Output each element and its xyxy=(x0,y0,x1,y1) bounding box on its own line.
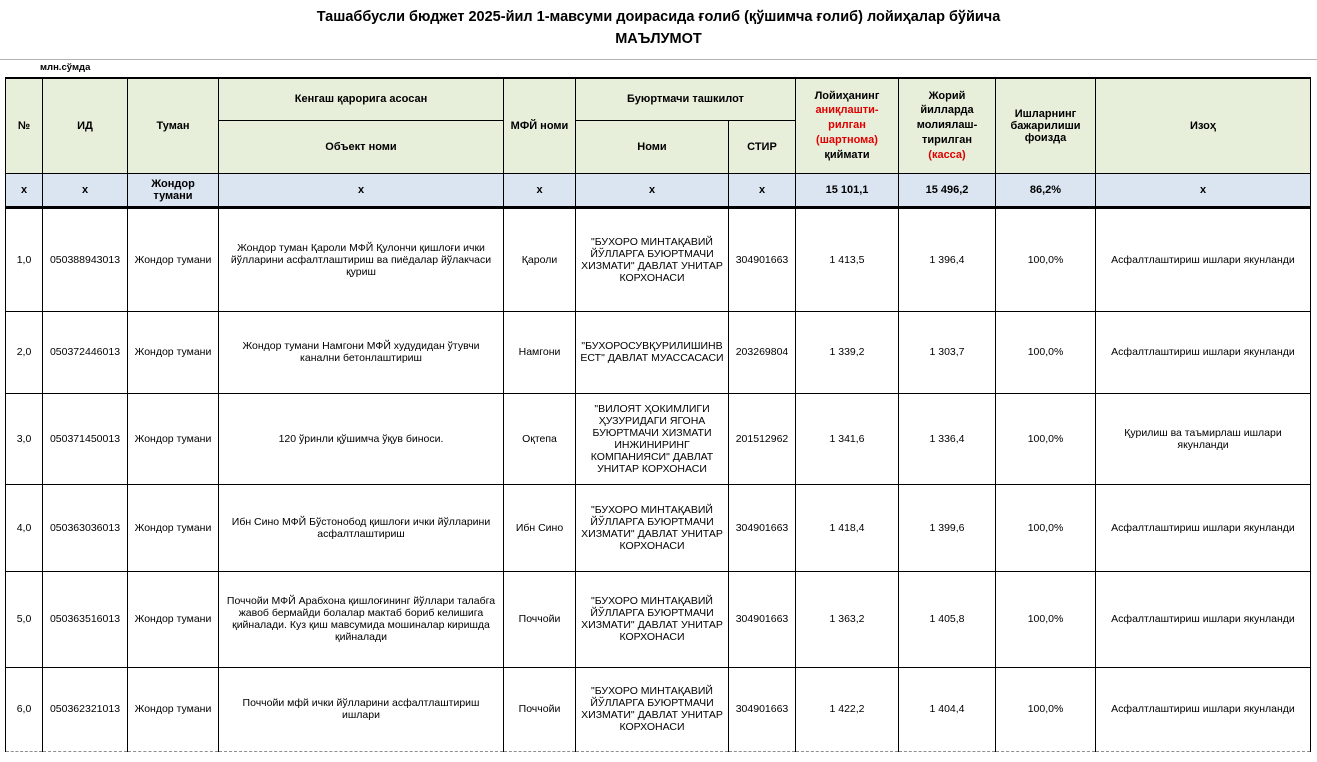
financed-label-red: (касса) xyxy=(928,149,966,162)
cell-object: Поччойи МФЙ Арабхона қишлоғининг йўллари талабга жавоб бермайди болалар мактаб бориб келишига қийналади. Куз қиш мавсумида мошиналар киришда қийналади xyxy=(219,571,504,667)
cell-note: Асфалтлаштириш ишлари якунланди xyxy=(1096,571,1311,667)
cell-stir: 304901663 xyxy=(729,207,796,311)
cell-mfy: Поччойи xyxy=(504,571,576,667)
summary-note: x xyxy=(1096,173,1311,207)
column-header-percent: Ишларнинг бажарилиши фоизда xyxy=(996,78,1096,173)
cell-district: Жондор тумани xyxy=(128,311,219,393)
cell-value: 1 422,2 xyxy=(796,667,899,751)
cell-financed: 1 303,7 xyxy=(899,311,996,393)
cell-note: Асфалтлаштириш ишлари якунланди xyxy=(1096,667,1311,751)
summary-mfy: x xyxy=(504,173,576,207)
column-header-id: ИД xyxy=(43,78,128,173)
column-header-stir: СТИР xyxy=(729,120,796,173)
summary-financed: 15 496,2 xyxy=(899,173,996,207)
cell-mfy: Ибн Сино xyxy=(504,484,576,571)
project-value-label-red: аниқлашти-рилган (шартнома) xyxy=(815,104,879,147)
project-value-label-part2: қиймати xyxy=(824,149,870,162)
column-header-council-group: Кенгаш қарорига асосан xyxy=(219,78,504,120)
cell-stir: 304901663 xyxy=(729,667,796,751)
cell-object: 120 ўринли қўшимча ўқув биноси. xyxy=(219,393,504,484)
cell-note: Асфалтлаштириш ишлари якунланди xyxy=(1096,311,1311,393)
table-row xyxy=(6,393,1311,484)
cell-percent: 100,0% xyxy=(996,571,1096,667)
cell-stir: 304901663 xyxy=(729,571,796,667)
cell-financed: 1 336,4 xyxy=(899,393,996,484)
cell-value: 1 363,2 xyxy=(796,571,899,667)
cell-customer: "БУХОРО МИНТАҚАВИЙ ЙЎЛЛАРГА БУЮРТМАЧИ ХИЗМАТИ" ДАВЛАТ УНИТАР КОРХОНАСИ xyxy=(576,667,729,751)
table-row xyxy=(6,207,1311,311)
table-row xyxy=(6,667,1311,751)
cell-percent: 100,0% xyxy=(996,311,1096,393)
summary-row xyxy=(6,173,1311,207)
cell-mfy: Оқтепа xyxy=(504,393,576,484)
column-header-customer-name: Номи xyxy=(576,120,729,173)
cell-district: Жондор тумани xyxy=(128,393,219,484)
financed-label-part1: Жорий йилларда молиялаш-тирилган xyxy=(916,89,978,147)
cell-percent: 100,0% xyxy=(996,667,1096,751)
cell-object: Жондор туман Қароли МФЙ Қулончи қишлоғи ички йўлларини асфалтлаштириш ва пиёдалар йўлакчаси қуриш xyxy=(219,207,504,311)
summary-stir: x xyxy=(729,173,796,207)
column-header-project-value xyxy=(796,78,899,173)
cell-mfy: Намгони xyxy=(504,311,576,393)
cell-object: Жондор тумани Намгони МФЙ худудидан ўтувчи канални бетонлаштириш xyxy=(219,311,504,393)
cell-stir: 203269804 xyxy=(729,311,796,393)
cell-percent: 100,0% xyxy=(996,484,1096,571)
projects-table xyxy=(5,77,1311,752)
cell-num: 2,0 xyxy=(6,311,43,393)
cell-object: Ибн Сино МФЙ Бўстонобод қишлоғи ички йўлларини асфалтлаштириш xyxy=(219,484,504,571)
summary-percent: 86,2% xyxy=(996,173,1096,207)
cell-stir: 201512962 xyxy=(729,393,796,484)
summary-district: Жондор тумани xyxy=(128,173,219,207)
cell-id: 050388943013 xyxy=(43,207,128,311)
column-header-note: Изоҳ xyxy=(1096,78,1311,173)
report-title-line1: Ташаббусли бюджет 2025-йил 1-мавсуми доирасида ғолиб (қўшимча ғолиб) лойиҳалар бўйича xyxy=(316,9,1001,25)
cell-id: 050363036013 xyxy=(43,484,128,571)
summary-num: x xyxy=(6,173,43,207)
cell-customer: "БУХОРО МИНТАҚАВИЙ ЙЎЛЛАРГА БУЮРТМАЧИ ХИЗМАТИ" ДАВЛАТ УНИТАР КОРХОНАСИ xyxy=(576,484,729,571)
cell-stir: 304901663 xyxy=(729,484,796,571)
cell-note: Асфалтлаштириш ишлари якунланди xyxy=(1096,484,1311,571)
column-header-customer-group: Буюртмачи ташкилот xyxy=(576,78,796,120)
cell-district: Жондор тумани xyxy=(128,207,219,311)
cell-customer: "БУХОРОСУВҚУРИЛИШИНВЕСТ" ДАВЛАТ МУАССАСАСИ xyxy=(576,311,729,393)
cell-financed: 1 405,8 xyxy=(899,571,996,667)
cell-note: Асфалтлаштириш ишлари якунланди xyxy=(1096,207,1311,311)
summary-id: x xyxy=(43,173,128,207)
column-header-num: № xyxy=(6,78,43,173)
cell-id: 050363516013 xyxy=(43,571,128,667)
unit-label: млн.сўмда xyxy=(40,62,91,73)
cell-district: Жондор тумани xyxy=(128,484,219,571)
cell-customer: "БУХОРО МИНТАҚАВИЙ ЙЎЛЛАРГА БУЮРТМАЧИ ХИЗМАТИ" ДАВЛАТ УНИТАР КОРХОНАСИ xyxy=(576,571,729,667)
cell-financed: 1 396,4 xyxy=(899,207,996,311)
table-row xyxy=(6,484,1311,571)
column-header-district: Туман xyxy=(128,78,219,173)
cell-percent: 100,0% xyxy=(996,207,1096,311)
report-title-line2: МАЪЛУМОТ xyxy=(615,30,702,47)
cell-id: 050362321013 xyxy=(43,667,128,751)
cell-value: 1 413,5 xyxy=(796,207,899,311)
cell-financed: 1 404,4 xyxy=(899,667,996,751)
cell-district: Жондор тумани xyxy=(128,571,219,667)
cell-customer: "БУХОРО МИНТАҚАВИЙ ЙЎЛЛАРГА БУЮРТМАЧИ ХИЗМАТИ" ДАВЛАТ УНИТАР КОРХОНАСИ xyxy=(576,207,729,311)
cell-num: 1,0 xyxy=(6,207,43,311)
cell-financed: 1 399,6 xyxy=(899,484,996,571)
cell-num: 5,0 xyxy=(6,571,43,667)
column-header-financed xyxy=(899,78,996,173)
cell-object: Поччойи мфй ички йўлларини асфалтлаштириш ишлари xyxy=(219,667,504,751)
cell-num: 6,0 xyxy=(6,667,43,751)
summary-object: x xyxy=(219,173,504,207)
cell-id: 050372446013 xyxy=(43,311,128,393)
cell-mfy: Поччойи xyxy=(504,667,576,751)
cell-value: 1 418,4 xyxy=(796,484,899,571)
cell-value: 1 339,2 xyxy=(796,311,899,393)
unit-strip xyxy=(0,59,1317,77)
summary-customer: x xyxy=(576,173,729,207)
cell-value: 1 341,6 xyxy=(796,393,899,484)
project-value-label-part1: Лойиҳанинг xyxy=(814,89,880,102)
cell-customer: "ВИЛОЯТ ҲОКИМЛИГИ ҲУЗУРИДАГИ ЯГОНА БУЮРТМАЧИ ХИЗМАТИ ИНЖИНИРИНГ КОМПАНИЯСИ" ДАВЛАТ УНИТАР КОРХОНАСИ xyxy=(576,393,729,484)
cell-note: Қурилиш ва таъмирлаш ишлари якунланди xyxy=(1096,393,1311,484)
cell-num: 3,0 xyxy=(6,393,43,484)
column-header-object-name: Объект номи xyxy=(219,120,504,173)
cell-mfy: Қароли xyxy=(504,207,576,311)
table-row xyxy=(6,571,1311,667)
cell-percent: 100,0% xyxy=(996,393,1096,484)
cell-district: Жондор тумани xyxy=(128,667,219,751)
cell-id: 050371450013 xyxy=(43,393,128,484)
table-row xyxy=(6,311,1311,393)
cell-num: 4,0 xyxy=(6,484,43,571)
report-title xyxy=(0,0,1317,57)
summary-value: 15 101,1 xyxy=(796,173,899,207)
column-header-mfy: МФЙ номи xyxy=(504,78,576,173)
